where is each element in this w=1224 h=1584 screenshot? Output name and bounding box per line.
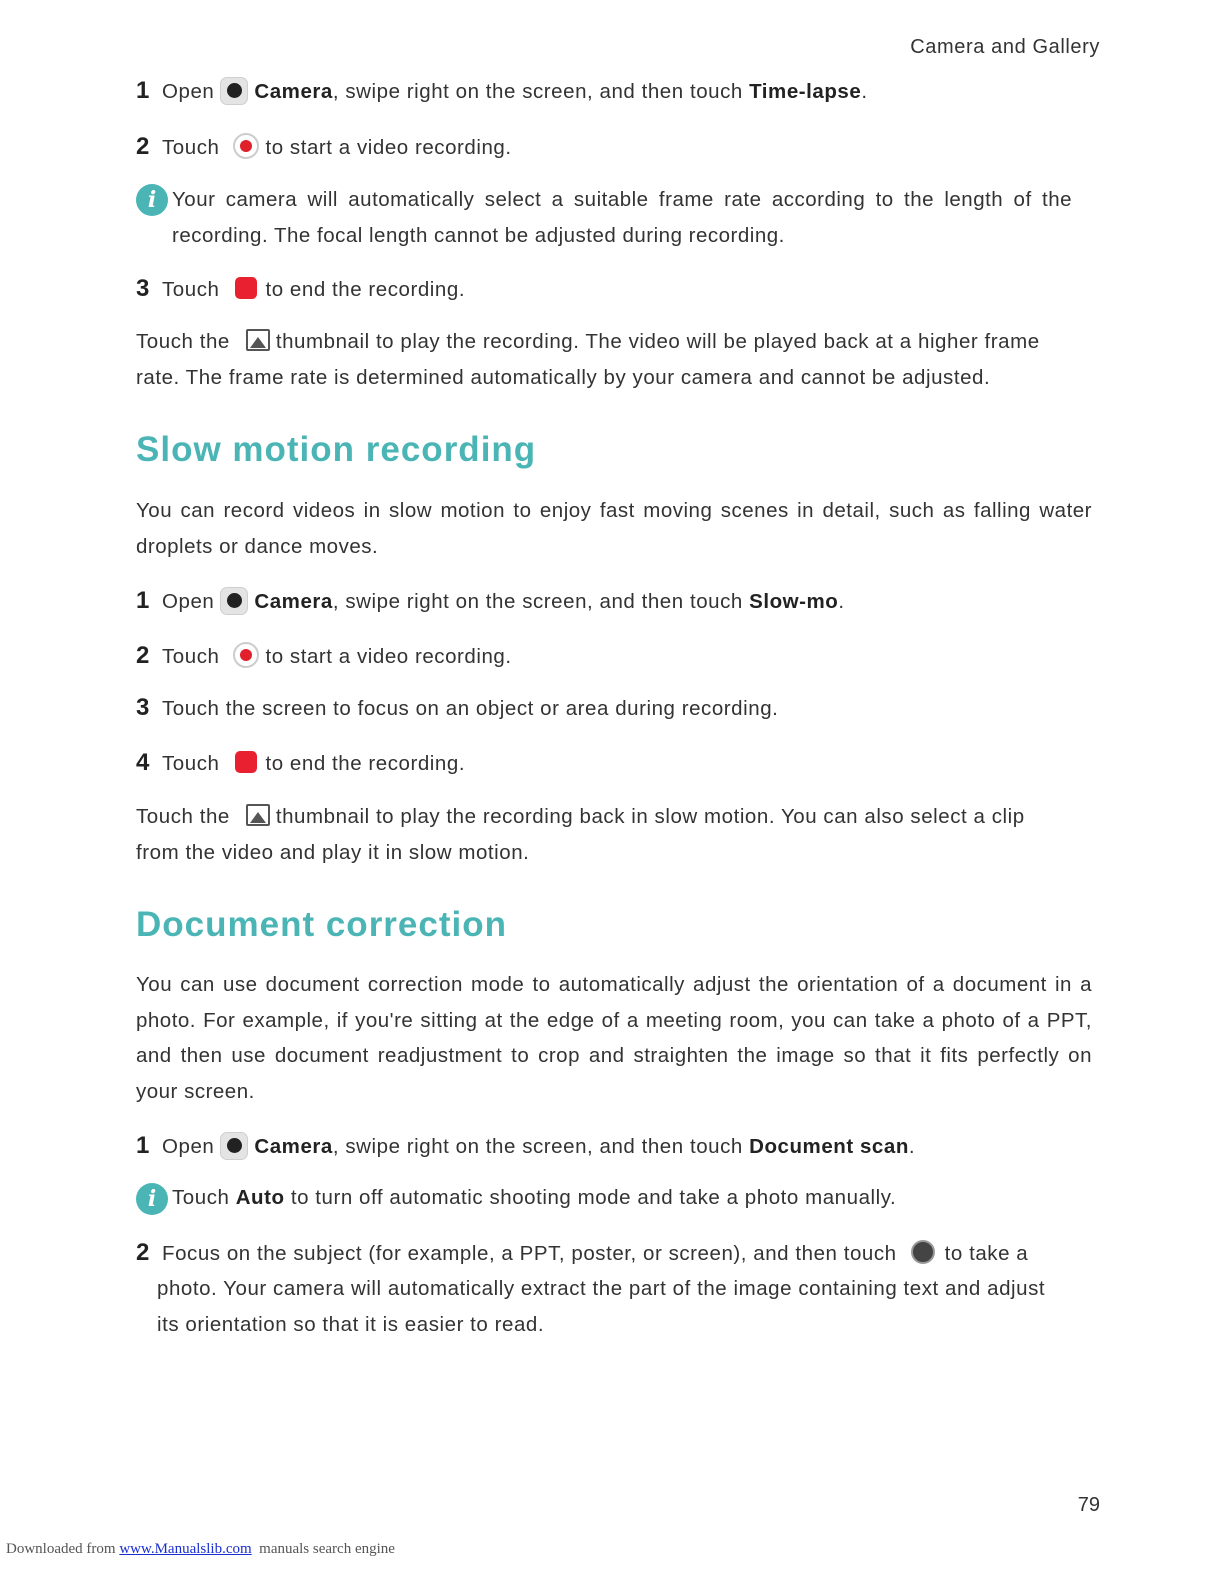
step-number: 2 bbox=[136, 642, 150, 669]
manualslib-link[interactable]: www.Manualslib.com bbox=[119, 1541, 252, 1557]
section-header: Camera and Gallery bbox=[910, 36, 1100, 58]
timelapse-note: Your camera will automatically select a suitable frame rate according to the length of the recording. The focal length cannot be adjusted during recording. bbox=[172, 188, 1072, 247]
step-number: 2 bbox=[136, 133, 150, 160]
step-text: to end the recording. bbox=[265, 278, 466, 301]
step-text: Touch bbox=[162, 136, 220, 159]
camera-app-icon bbox=[220, 1132, 248, 1160]
step-number: 3 bbox=[136, 275, 150, 302]
step-text: to take a bbox=[944, 1242, 1029, 1265]
page-number: 79 bbox=[1077, 1494, 1100, 1516]
footer-text: manuals search engine bbox=[251, 1541, 395, 1557]
camera-app-icon bbox=[220, 587, 248, 615]
doc-step-2-cont: its orientation so that it is easier to read. bbox=[157, 1313, 545, 1336]
body-text: Touch the bbox=[136, 805, 230, 828]
step-text: Touch bbox=[162, 645, 220, 668]
slowmo-playback bbox=[136, 799, 1025, 835]
camera-app-label: Camera bbox=[254, 1135, 333, 1158]
camera-app-label: Camera bbox=[254, 80, 333, 103]
step-text: . bbox=[908, 1135, 916, 1158]
shutter-button-icon bbox=[911, 1240, 935, 1264]
step-text: Open bbox=[162, 80, 215, 103]
step-text: Open bbox=[162, 590, 215, 613]
body-text: thumbnail to play the recording. The video will be played back at a higher frame bbox=[275, 330, 1040, 353]
body-text: thumbnail to play the recording back in slow motion. You can also select a clip bbox=[275, 805, 1025, 828]
timelapse-playback bbox=[136, 324, 1040, 360]
record-button-icon bbox=[233, 642, 259, 668]
stop-button-icon bbox=[235, 277, 257, 299]
info-icon: i bbox=[136, 1183, 168, 1215]
auto-label: Auto bbox=[235, 1186, 285, 1209]
step-text: Touch the screen to focus on an object or area during recording. bbox=[162, 697, 779, 720]
stop-button-icon bbox=[235, 751, 257, 773]
download-footer bbox=[6, 1541, 395, 1558]
record-button-icon bbox=[233, 133, 259, 159]
step-text: Focus on the subject (for example, a PPT, poster, or screen), and then touch bbox=[162, 1242, 897, 1265]
slowmo-step-4 bbox=[136, 745, 465, 782]
timelapse-step-2 bbox=[136, 129, 512, 166]
note-text: Touch bbox=[172, 1186, 236, 1209]
section-title-slow-motion: Slow motion recording bbox=[136, 430, 537, 469]
timelapse-playback-cont: rate. The frame rate is determined automatically by your camera and cannot be adjusted. bbox=[136, 366, 991, 389]
step-number: 1 bbox=[136, 587, 150, 614]
step-text: , swipe right on the screen, and then touch bbox=[332, 80, 750, 103]
step-text: Touch bbox=[162, 752, 220, 775]
step-number: 1 bbox=[136, 77, 150, 104]
mode-label: Slow-mo bbox=[749, 590, 839, 613]
camera-app-icon bbox=[220, 77, 248, 105]
slowmo-step-3 bbox=[136, 690, 778, 727]
gallery-thumbnail-icon bbox=[246, 329, 270, 351]
step-text: . bbox=[838, 590, 845, 613]
step-text: , swipe right on the screen, and then touch bbox=[332, 590, 750, 613]
slowmo-step-2 bbox=[136, 638, 512, 675]
slowmo-step-1 bbox=[136, 583, 845, 620]
doc-step-2 bbox=[136, 1235, 1028, 1272]
gallery-thumbnail-icon bbox=[246, 804, 270, 826]
step-text: . bbox=[861, 80, 868, 103]
doc-intro: You can use document correction mode to automatically adjust the orientation of a document in a photo. For example, if you're sitting at the edge of a meeting room, you can take a photo of a PPT, and then use document readjustment to crop and straighten the image so that it fits perfectly on your screen. bbox=[136, 973, 1092, 1103]
doc-step-2-cont: photo. Your camera will automatically extract the part of the image containing text and adjust bbox=[157, 1277, 1046, 1300]
step-text: Touch bbox=[162, 278, 220, 301]
camera-app-label: Camera bbox=[254, 590, 333, 613]
step-text: to end the recording. bbox=[265, 752, 466, 775]
step-text: to start a video recording. bbox=[265, 645, 512, 668]
section-title-document-correction: Document correction bbox=[136, 905, 507, 944]
slowmo-intro: You can record videos in slow motion to enjoy fast moving scenes in detail, such as falling water droplets or dance moves. bbox=[136, 499, 1092, 558]
step-text: , swipe right on the screen, and then touch bbox=[332, 1135, 750, 1158]
timelapse-step-3 bbox=[136, 271, 465, 308]
doc-note bbox=[172, 1180, 896, 1216]
body-text: Touch the bbox=[136, 330, 230, 353]
info-icon: i bbox=[136, 184, 168, 216]
mode-label: Document scan bbox=[749, 1135, 909, 1158]
timelapse-step-1 bbox=[136, 73, 868, 110]
step-number: 2 bbox=[136, 1239, 150, 1266]
slowmo-playback-cont: from the video and play it in slow motion. bbox=[136, 841, 530, 864]
step-number: 3 bbox=[136, 694, 150, 721]
step-number: 1 bbox=[136, 1132, 150, 1159]
step-text: to start a video recording. bbox=[265, 136, 512, 159]
step-number: 4 bbox=[136, 749, 150, 776]
note-text: to turn off automatic shooting mode and take a photo manually. bbox=[284, 1186, 897, 1209]
doc-step-1 bbox=[136, 1128, 915, 1165]
footer-text: Downloaded from bbox=[6, 1541, 120, 1557]
step-text: Open bbox=[162, 1135, 215, 1158]
mode-label: Time-lapse bbox=[749, 80, 862, 103]
